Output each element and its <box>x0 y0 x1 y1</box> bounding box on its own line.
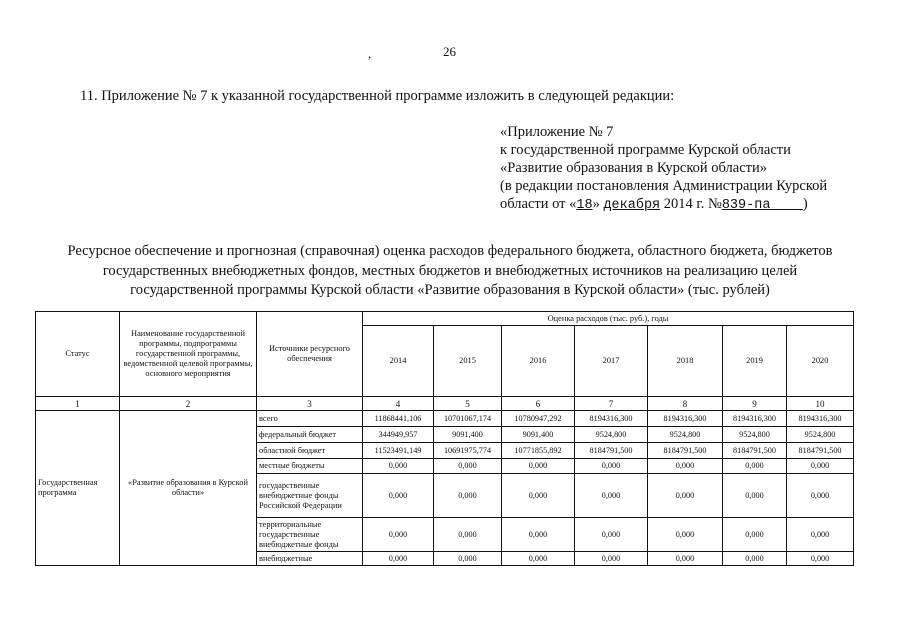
header-name: Наименование государственной программы, подпрограммы государственной программы, ведомственной целевой программы, основного мероприятия <box>120 312 257 397</box>
header-sources: Источники ресурсного обеспечения <box>257 312 363 397</box>
value-cell: 0,000 <box>648 474 723 518</box>
value-cell: 8194316,300 <box>648 411 723 427</box>
appendix-line-2: к государственной программе Курской области <box>500 142 791 158</box>
value-cell: 0,000 <box>575 459 648 474</box>
header-year: 2014 <box>363 326 434 397</box>
value-cell: 10780947,292 <box>502 411 575 427</box>
value-cell: 0,000 <box>502 474 575 518</box>
source-cell: государственные внебюджетные фонды Российской Федерации <box>257 474 363 518</box>
value-cell: 0,000 <box>723 518 787 552</box>
value-cell: 344949,957 <box>363 427 434 443</box>
value-cell: 9524,800 <box>787 427 854 443</box>
value-cell: 10701067,174 <box>434 411 502 427</box>
value-cell: 0,000 <box>434 474 502 518</box>
value-cell: 8184791,500 <box>575 443 648 459</box>
appendix-date-prefix: области от « <box>500 196 577 212</box>
stray-mark: , <box>368 46 372 61</box>
value-cell: 0,000 <box>363 552 434 566</box>
header-year: 2018 <box>648 326 723 397</box>
value-cell: 0,000 <box>363 474 434 518</box>
column-number: 6 <box>502 397 575 411</box>
value-cell: 9524,800 <box>648 427 723 443</box>
table-title <box>40 242 860 301</box>
value-cell: 0,000 <box>787 474 854 518</box>
appendix-number: 839-па <box>721 198 771 213</box>
value-cell: 0,000 <box>363 459 434 474</box>
table-title-line-3: государственной программы Курской области «Развитие образования в Курской области» (тыс. рублей) <box>130 282 770 298</box>
value-cell: 9091,400 <box>502 427 575 443</box>
header-year: 2017 <box>575 326 648 397</box>
value-cell: 0,000 <box>502 459 575 474</box>
value-cell: 0,000 <box>363 518 434 552</box>
value-cell: 0,000 <box>787 552 854 566</box>
source-cell: федеральный бюджет <box>257 427 363 443</box>
value-cell: 8194316,300 <box>787 411 854 427</box>
header-year: 2020 <box>787 326 854 397</box>
source-cell: территориальные государственные внебюджетные фонды <box>257 518 363 552</box>
resource-table <box>35 311 854 566</box>
appendix-line-3: «Развитие образования в Курской области» <box>500 160 768 176</box>
value-cell: 8184791,500 <box>787 443 854 459</box>
column-number: 3 <box>257 397 363 411</box>
appendix-line-4: (в редакции постановления Администрации Курской <box>500 178 828 194</box>
column-number: 4 <box>363 397 434 411</box>
value-cell: 0,000 <box>648 518 723 552</box>
value-cell: 0,000 <box>434 518 502 552</box>
status-cell: Государственная программа <box>36 411 120 566</box>
value-cell: 9524,800 <box>723 427 787 443</box>
value-cell: 10691975,774 <box>434 443 502 459</box>
header-status: Статус <box>36 312 120 397</box>
header-year: 2019 <box>723 326 787 397</box>
appendix-day: 18 <box>576 198 593 213</box>
value-cell: 0,000 <box>723 474 787 518</box>
value-cell: 0,000 <box>648 459 723 474</box>
source-cell: внебюджетные <box>257 552 363 566</box>
source-cell: всего <box>257 411 363 427</box>
header-year: 2016 <box>502 326 575 397</box>
value-cell: 10771855,892 <box>502 443 575 459</box>
header-estimate: Оценка расходов (тыс. руб.), годы <box>363 312 854 326</box>
value-cell: 0,000 <box>502 552 575 566</box>
value-cell: 0,000 <box>575 552 648 566</box>
source-cell: областной бюджет <box>257 443 363 459</box>
value-cell: 0,000 <box>787 518 854 552</box>
value-cell: 0,000 <box>787 459 854 474</box>
value-cell: 9524,800 <box>575 427 648 443</box>
value-cell: 0,000 <box>434 552 502 566</box>
table-title-line-1: Ресурсное обеспечение и прогнозная (справочная) оценка расходов федерального бюджета, областного бюджета, бюджетов <box>67 243 833 259</box>
value-cell: 8194316,300 <box>723 411 787 427</box>
value-cell: 0,000 <box>502 518 575 552</box>
column-number: 7 <box>575 397 648 411</box>
page-number: 26 <box>443 44 456 59</box>
value-cell: 11523491,149 <box>363 443 434 459</box>
appendix-date-suffix: ) <box>802 196 808 212</box>
value-cell: 8184791,500 <box>648 443 723 459</box>
value-cell: 9091,400 <box>434 427 502 443</box>
table-title-line-2: государственных внебюджетных фондов, местных бюджетов и внебюджетных источников на реализацию целей <box>102 262 798 279</box>
header-year: 2015 <box>434 326 502 397</box>
source-cell: местные бюджеты <box>257 459 363 474</box>
table-row <box>36 411 854 427</box>
value-cell: 0,000 <box>575 518 648 552</box>
value-cell: 0,000 <box>434 459 502 474</box>
value-cell: 8184791,500 <box>723 443 787 459</box>
column-number: 10 <box>787 397 854 411</box>
value-cell: 0,000 <box>723 552 787 566</box>
amendment-item-text: 11. Приложение № 7 к указанной государственной программе изложить в следующей редакции: <box>80 88 675 104</box>
value-cell: 0,000 <box>723 459 787 474</box>
column-number: 9 <box>723 397 787 411</box>
appendix-number-gap <box>770 198 802 213</box>
column-number: 5 <box>434 397 502 411</box>
column-number: 2 <box>120 397 257 411</box>
column-number-row <box>36 397 854 411</box>
appendix-line-1: «Приложение № 7 <box>500 124 614 140</box>
value-cell: 8194316,300 <box>575 411 648 427</box>
program-name-cell: «Развитие образования в Курской области» <box>120 411 257 566</box>
appendix-header <box>500 123 827 215</box>
value-cell: 0,000 <box>575 474 648 518</box>
column-number: 1 <box>36 397 120 411</box>
appendix-date-mid2: 2014 г. № <box>663 196 722 212</box>
appendix-line-5 <box>500 195 827 215</box>
value-cell: 0,000 <box>648 552 723 566</box>
appendix-month: декабря <box>603 198 661 213</box>
appendix-date-mid1: » <box>592 196 600 212</box>
value-cell: 11868441,106 <box>363 411 434 427</box>
column-number: 8 <box>648 397 723 411</box>
